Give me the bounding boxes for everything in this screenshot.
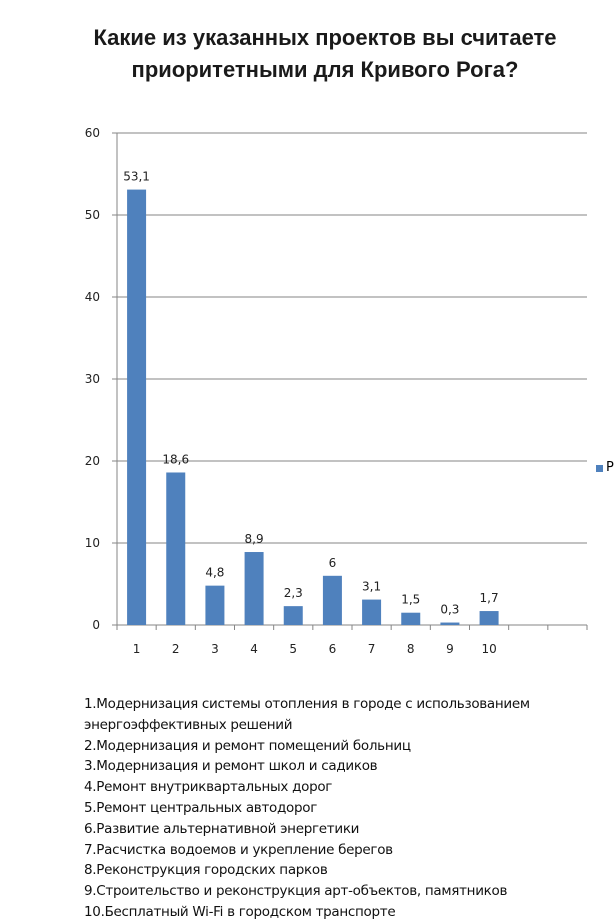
x-tick-label: 3 (211, 642, 219, 656)
category-list-item: 10.Бесплатный Wi-Fi в городском транспорте (84, 903, 396, 920)
category-list-item: энергоэффективных решений (84, 716, 293, 733)
x-tick-label: 8 (406, 642, 415, 656)
x-tick-label: 6 (328, 642, 337, 656)
category-list-item: 2.Модернизация и ремонт помещений больниц (84, 737, 411, 754)
data-label: 2,3 (283, 586, 303, 601)
bar (480, 611, 499, 625)
chart-title-line-1: Какие из указанных проектов вы считаете (93, 25, 557, 50)
data-label: 0,3 (440, 602, 460, 617)
bar (362, 600, 381, 625)
y-tick-labels (85, 126, 100, 632)
category-list-item: 3.Модернизация и ремонт школ и садиков (84, 758, 378, 775)
y-tick-label: 50 (84, 208, 100, 222)
data-label: 8,9 (244, 532, 264, 547)
category-list-item: 7.Расчистка водоемов и укрепление берегов (84, 841, 393, 858)
x-tick-label: 9 (446, 642, 454, 656)
x-tick-label: 1 (132, 642, 141, 656)
category-list-item: 5.Ремонт центральных автодорог (84, 799, 317, 816)
data-label: 18,6 (162, 452, 190, 467)
y-tick-label: 20 (84, 454, 100, 468)
bar (127, 190, 146, 625)
bar (440, 623, 459, 625)
category-list-item: 6.Развитие альтернативной энергетики (84, 820, 360, 837)
x-tick-label: 5 (289, 642, 298, 656)
x-tick-label: 2 (171, 642, 180, 656)
data-label: 3,1 (362, 579, 382, 594)
data-label: 6 (328, 555, 337, 570)
y-tick-label: 0 (92, 618, 100, 632)
y-tick-label: 30 (84, 372, 100, 386)
legend-label: Р (606, 460, 614, 475)
bar (166, 472, 185, 625)
category-list-item: 4.Ремонт внутриквартальных дорог (84, 779, 333, 796)
x-tick-labels (133, 642, 497, 656)
data-label: 4,8 (205, 565, 225, 580)
bar (205, 586, 224, 625)
data-label: 1,5 (401, 592, 421, 607)
bar (284, 606, 303, 625)
data-label: 1,7 (479, 591, 499, 606)
x-tick-label: 7 (367, 642, 376, 656)
category-list-item: 1.Модернизация системы отопления в городе с использованием (84, 696, 530, 712)
x-tick-label: 4 (250, 642, 258, 656)
category-list (84, 694, 604, 923)
bar (245, 552, 264, 625)
legend-key (596, 465, 603, 472)
category-list-item: 9.Строительство и реконструкция арт-объектов, памятников (84, 883, 508, 900)
y-tick-label: 10 (84, 536, 100, 550)
gridlines (117, 133, 587, 543)
category-list-item: 8.Реконструкция городских парков (84, 862, 328, 879)
bar (401, 613, 420, 625)
bars (127, 190, 499, 625)
bar (323, 576, 342, 625)
data-label: 53,1 (123, 169, 150, 184)
y-tick-label: 40 (84, 290, 100, 304)
x-tick-label: 10 (481, 642, 497, 656)
chart-title-line-2: приоритетными для Кривого Рога? (131, 57, 519, 82)
y-tick-label: 60 (84, 126, 100, 140)
